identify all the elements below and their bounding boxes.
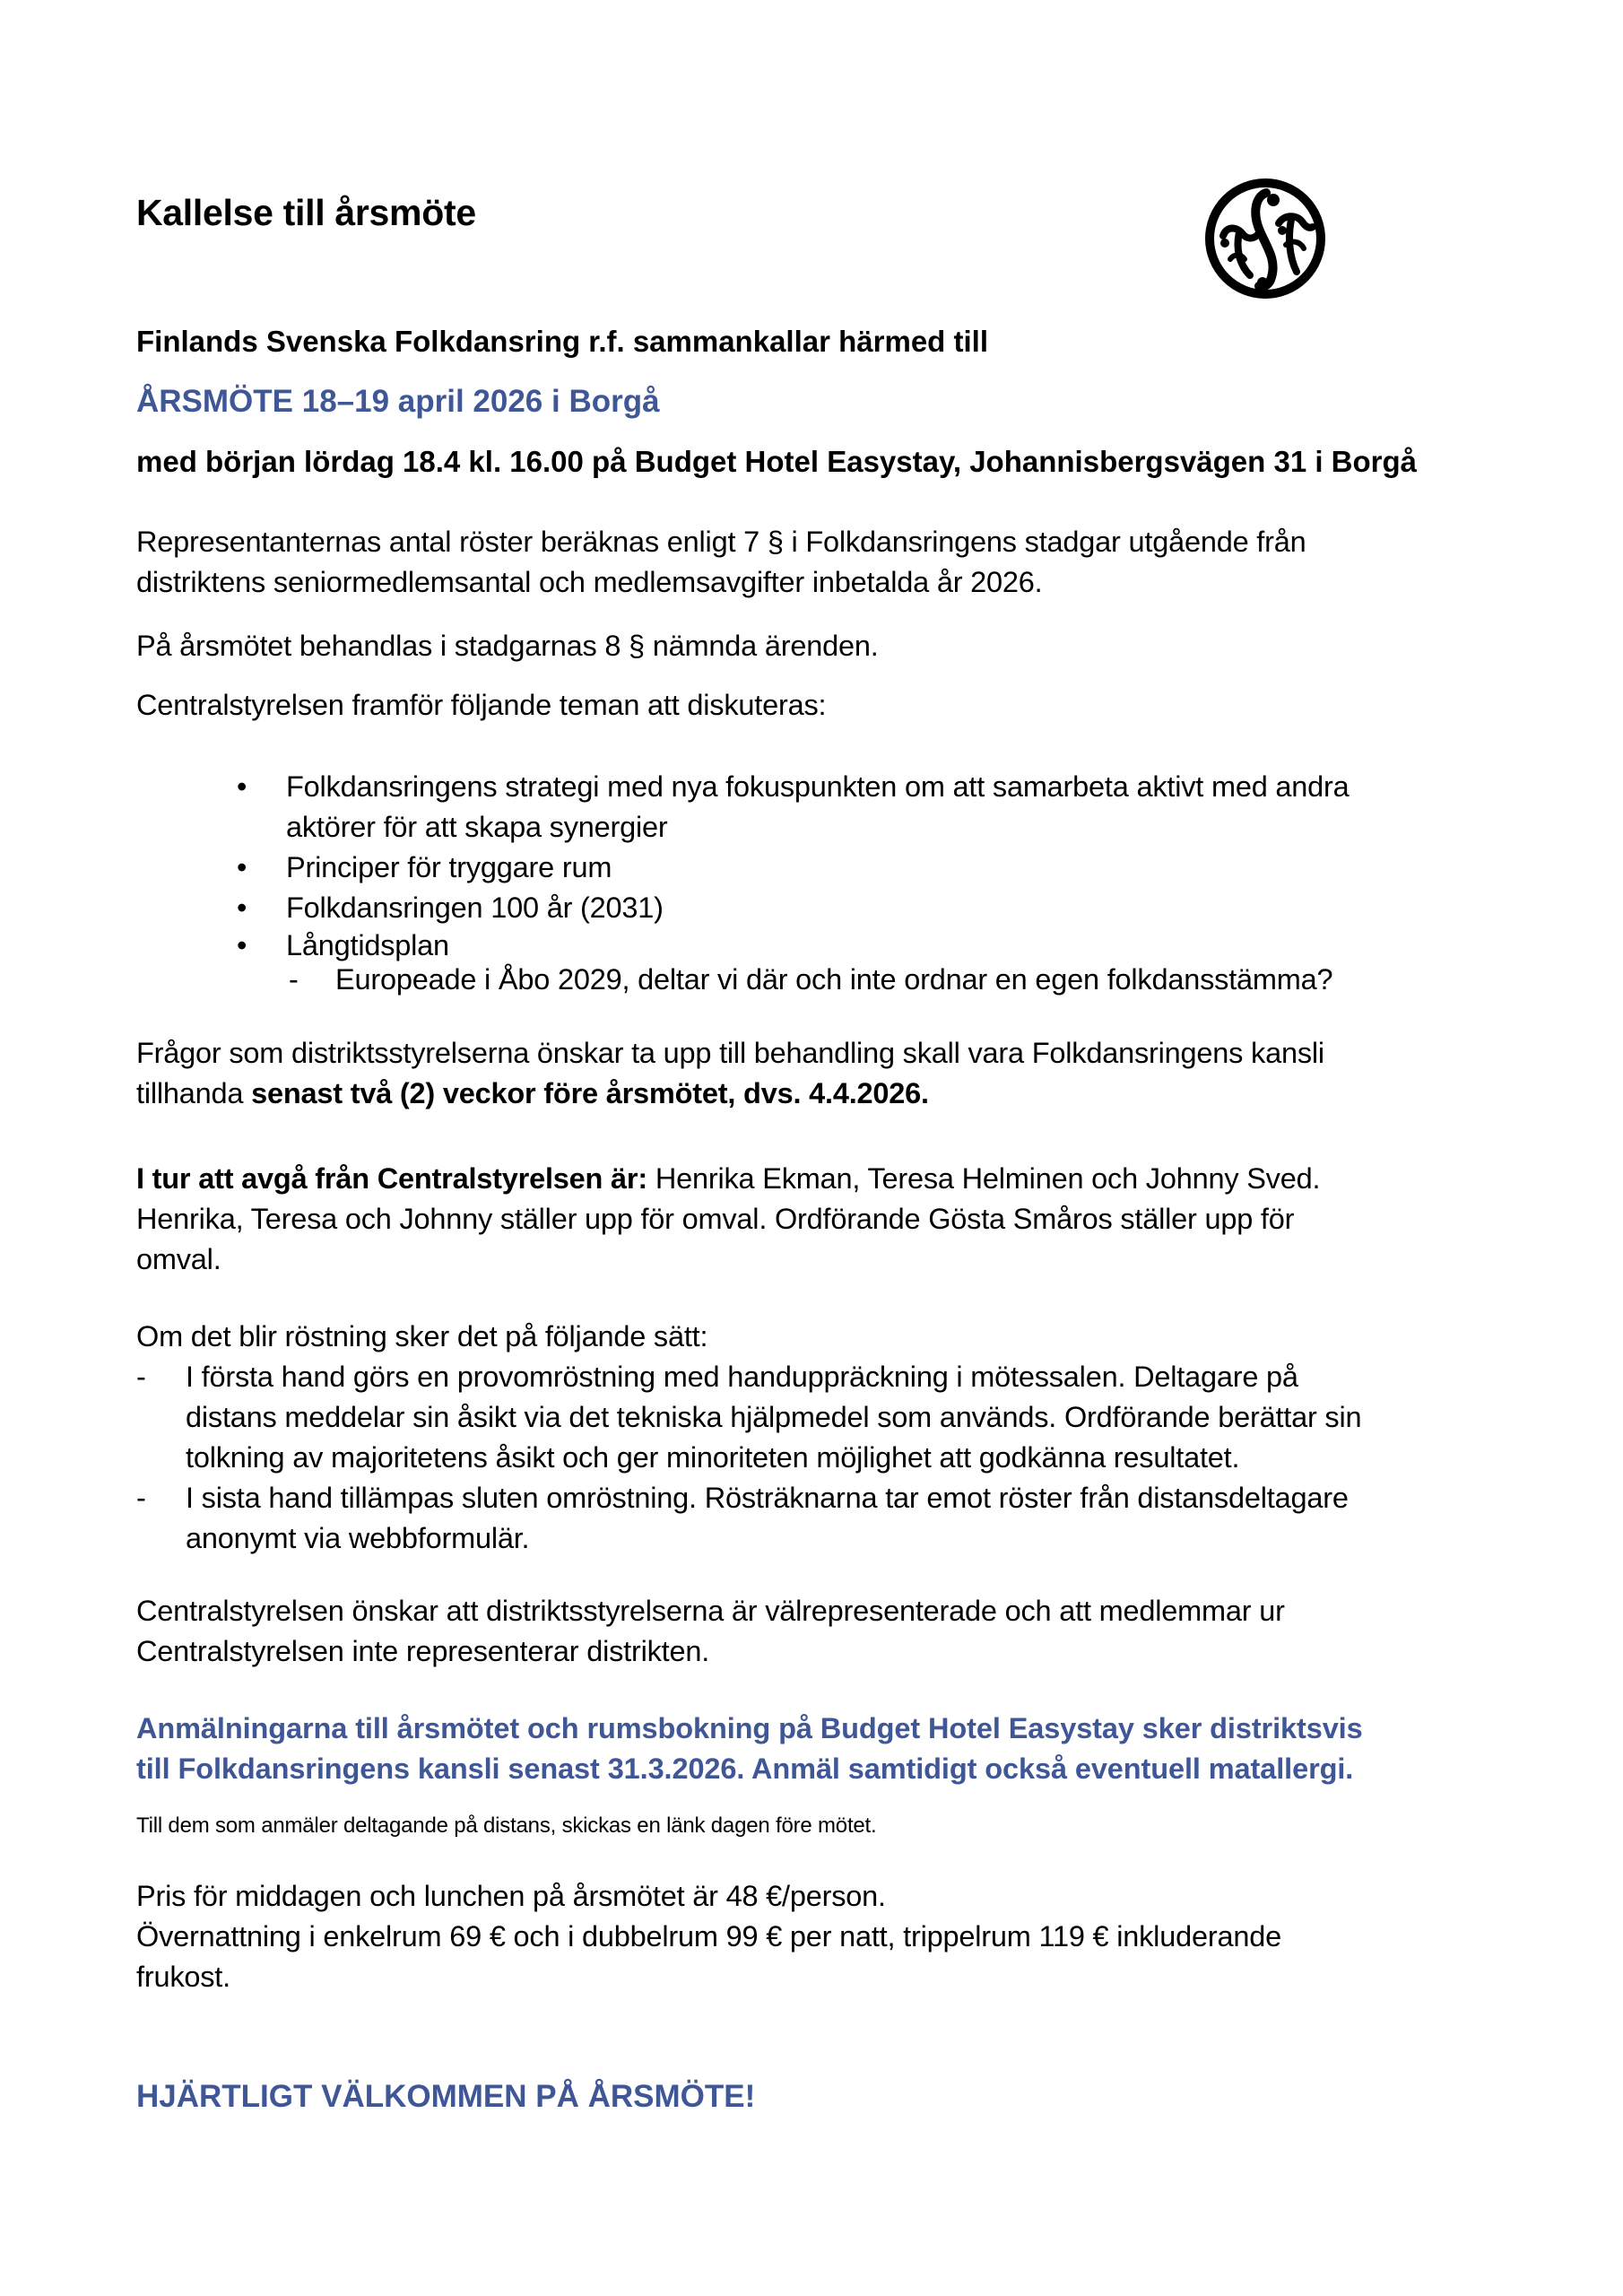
representation-line-1: Centralstyrelsen önskar att distriktsstyrelserna är välrepresenterade och att medlemmar ur	[136, 1595, 1285, 1627]
meeting-start-line: med början lördag 18.4 kl. 16.00 på Budget Hotel Easystay, Johannisbergsvägen 31 i Borgå	[136, 445, 1418, 478]
sub-list-item	[136, 962, 1350, 996]
bullet-icon: •	[237, 770, 247, 803]
list-item-text: tolkning av majoritetens åsikt och ger minoriteten möjlighet att godkänna resultatet.	[186, 1441, 1240, 1474]
fsf-monogram-logo-icon	[1203, 177, 1327, 300]
registration-line-1: Anmälningarna till årsmötet och rumsbokning på Budget Hotel Easystay sker distriktsvis	[136, 1712, 1363, 1744]
list-item	[136, 767, 1350, 848]
list-item-text: distans meddelar sin åsikt via det tekniska hjälpmedel som används. Ordförande berättar sin	[186, 1401, 1362, 1433]
election-line-2: Henrika, Teresa och Johnny ställer upp för omval. Ordförande Gösta Småros ställer upp för	[136, 1203, 1295, 1235]
election-names: Henrika Ekman, Teresa Helminen och Johnny Sved.	[647, 1162, 1321, 1195]
list-item-text: Folkdansringens strategi med nya fokuspunkten om att samarbeta aktivt med andra	[286, 770, 1350, 803]
list-item-text: I första hand görs en provomröstning med handuppräckning i mötessalen. Deltagare på	[186, 1361, 1298, 1393]
organization-line: Finlands Svenska Folkdansring r.f. sammankallar härmed till	[136, 325, 988, 358]
election-line-1	[136, 1159, 1320, 1199]
bullet-icon: •	[237, 929, 247, 961]
list-item-text: aktörer för att skapa synergier	[286, 811, 668, 843]
representation-line-2: Centralstyrelsen inte representerar distrikten.	[136, 1635, 710, 1667]
list-item-text: anonymt via webbformulär.	[186, 1522, 530, 1554]
lodging-price-line-2: frukost.	[136, 1961, 230, 1993]
questions-deadline: senast två (2) veckor före årsmötet, dvs. 4.4.2026.	[251, 1077, 929, 1109]
list-item	[136, 928, 1350, 962]
meal-price: Pris för middagen och lunchen på årsmötet är 48 €/person.	[136, 1880, 886, 1912]
registration-paragraph	[136, 1709, 1363, 1789]
prices-paragraph	[136, 1876, 1281, 1997]
bullet-icon: •	[237, 851, 247, 883]
questions-normal-text: tillhanda	[136, 1077, 252, 1109]
list-item	[136, 888, 1350, 928]
questions-paragraph	[136, 1033, 1324, 1114]
votes-line-1: Representanternas antal röster beräknas enligt 7 § i Folkdansringens stadgar utgående från	[136, 526, 1306, 558]
election-label: I tur att avgå från Centralstyrelsen är:	[136, 1162, 647, 1195]
sub-list-item-text: Europeade i Åbo 2029, deltar vi där och inte ordnar en egen folkdansstämma?	[335, 963, 1333, 996]
dash-icon: -	[136, 1361, 146, 1393]
welcome-heading: HJÄRTLIGT VÄLKOMMEN PÅ ÅRSMÖTE!	[136, 2079, 756, 2114]
registration-line-2: till Folkdansringens kansli senast 31.3.2026. Anmäl samtidigt också eventuell matallergi.	[136, 1752, 1354, 1785]
list-item-text: Långtidsplan	[286, 929, 449, 961]
questions-line-1: Frågor som distriktsstyrelserna önskar ta upp till behandling skall vara Folkdansringens kansli	[136, 1037, 1324, 1069]
agenda-paragraph: På årsmötet behandlas i stadgarnas 8 § nämnda ärenden.	[136, 630, 879, 662]
list-item-text: I sista hand tillämpas sluten omröstning. Rösträknarna tar emot röster från distansdeltagare	[186, 1482, 1349, 1514]
election-line-3: omval.	[136, 1243, 221, 1275]
document-title: Kallelse till årsmöte	[136, 192, 476, 233]
voting-intro: Om det blir röstning sker det på följande sätt:	[136, 1320, 708, 1352]
election-paragraph	[136, 1159, 1320, 1280]
meeting-heading: ÅRSMÖTE 18–19 april 2026 i Borgå	[136, 384, 660, 419]
list-item-text: Folkdansringen 100 år (2031)	[286, 891, 664, 924]
questions-line-2	[136, 1074, 1324, 1114]
list-item	[136, 1478, 1361, 1559]
themes-intro: Centralstyrelsen framför följande teman att diskuteras:	[136, 689, 827, 721]
votes-line-2: distriktens seniormedlemsantal och medlemsavgifter inbetalda år 2026.	[136, 566, 1043, 598]
remote-participation-note: Till dem som anmäler deltagande på distans, skickas en länk dagen före mötet.	[136, 1813, 877, 1838]
dash-icon: -	[289, 963, 299, 996]
representation-paragraph	[136, 1591, 1285, 1672]
themes-list	[136, 767, 1350, 996]
list-item-text: Principer för tryggare rum	[286, 851, 612, 883]
voting-list	[136, 1357, 1361, 1559]
lodging-price-line-1: Övernattning i enkelrum 69 € och i dubbelrum 99 € per natt, trippelrum 119 € inkluderande	[136, 1920, 1281, 1952]
list-item	[136, 848, 1350, 888]
bullet-icon: •	[237, 891, 247, 924]
dash-icon: -	[136, 1482, 146, 1514]
list-item	[136, 1357, 1361, 1478]
votes-paragraph	[136, 522, 1306, 603]
